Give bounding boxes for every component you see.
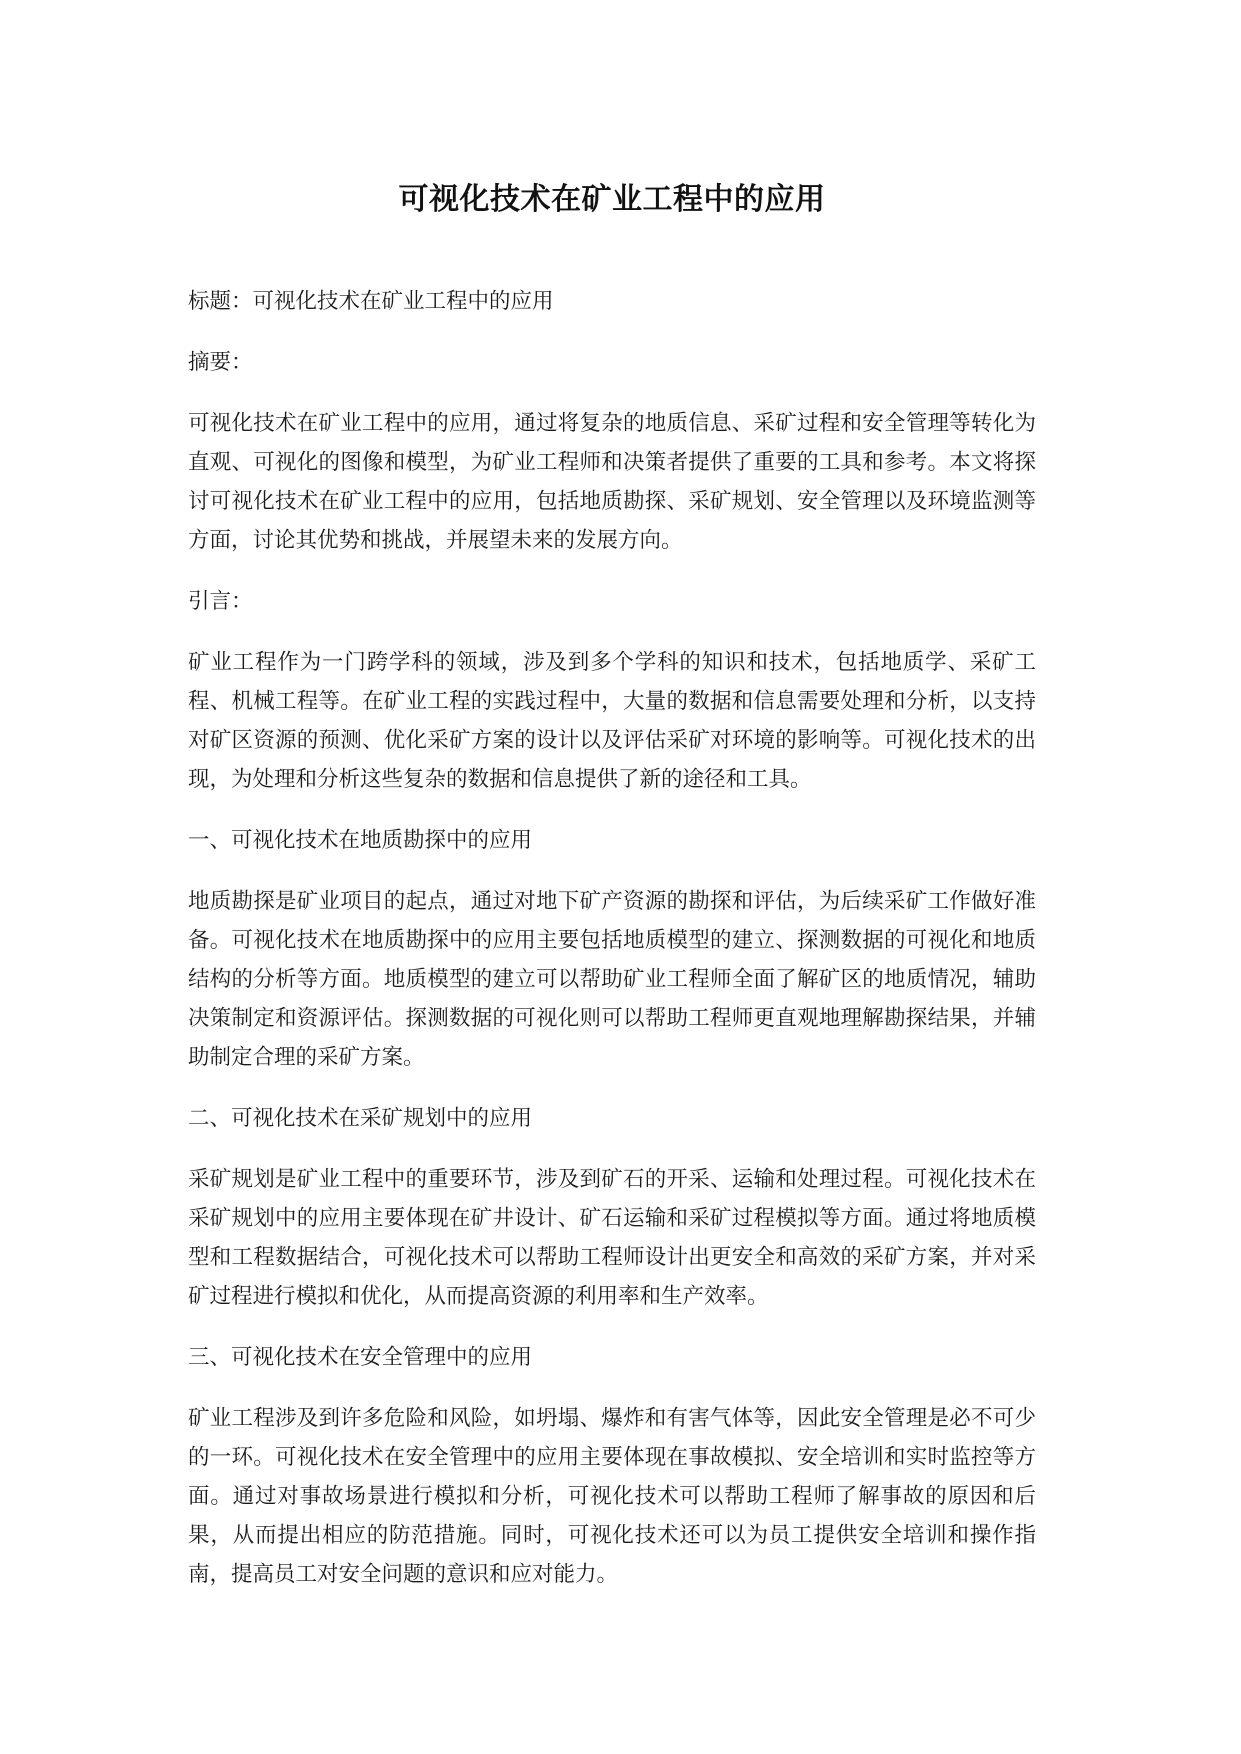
section-heading-mining-planning: 二、可视化技术在采矿规划中的应用: [188, 1106, 533, 1131]
section-heading-safety: 三、可视化技术在安全管理中的应用: [188, 1345, 533, 1370]
intro-heading: 引言：: [188, 589, 253, 614]
abstract-paragraph: 可视化技术在矿业工程中的应用，通过将复杂的地质信息、采矿过程和安全管理等转化为直观、可视化的图像和模型，为矿业工程师和决策者提供了重要的工具和参考。本文将探讨可视化技术在矿业工程中的应用，包括地质勘探、采矿规划、安全管理以及环境监测等方面，讨论其优势和挑战，并展望未来的发展方向。: [188, 411, 1036, 553]
abstract-heading: 摘要：: [188, 350, 253, 375]
document-body: [188, 176, 1036, 1594]
section-body-safety: 矿业工程涉及到许多危险和风险，如坍塌、爆炸和有害气体等，因此安全管理是必不可少的一环。可视化技术在安全管理中的应用主要体现在事故模拟、安全培训和实时监控等方面。通过对事故场景进行模拟和分析，可视化技术可以帮助工程师了解事故的原因和后果，从而提出相应的防范措施。同时，可视化技术还可以为员工提供安全培训和操作指南，提高员工对安全问题的意识和应对能力。: [188, 1406, 1036, 1587]
title-line: 标题：可视化技术在矿业工程中的应用: [188, 289, 554, 314]
section-body-mining-planning: 采矿规划是矿业工程中的重要环节，涉及到矿石的开采、运输和处理过程。可视化技术在采矿规划中的应用主要体现在矿井设计、矿石运输和采矿过程模拟等方面。通过将地质模型和工程数据结合，可视化技术可以帮助工程师设计出更安全和高效的采矿方案，并对采矿过程进行模拟和优化，从而提高资源的利用率和生产效率。: [188, 1167, 1036, 1309]
section-body-geology: 地质勘探是矿业项目的起点，通过对地下矿产资源的勘探和评估，为后续采矿工作做好准备。可视化技术在地质勘探中的应用主要包括地质模型的建立、探测数据的可视化和地质结构的分析等方面。地质模型的建立可以帮助矿业工程师全面了解矿区的地质情况，辅助决策制定和资源评估。探测数据的可视化则可以帮助工程师更直观地理解勘探结果，并辅助制定合理的采矿方案。: [188, 889, 1036, 1070]
intro-paragraph: 矿业工程作为一门跨学科的领域，涉及到多个学科的知识和技术，包括地质学、采矿工程、机械工程等。在矿业工程的实践过程中，大量的数据和信息需要处理和分析，以支持对矿区资源的预测、优化采矿方案的设计以及评估采矿对环境的影响等。可视化技术的出现，为处理和分析这些复杂的数据和信息提供了新的途径和工具。: [188, 650, 1036, 792]
section-heading-geology: 一、可视化技术在地质勘探中的应用: [188, 828, 533, 853]
document-title: 可视化技术在矿业工程中的应用: [398, 182, 826, 217]
